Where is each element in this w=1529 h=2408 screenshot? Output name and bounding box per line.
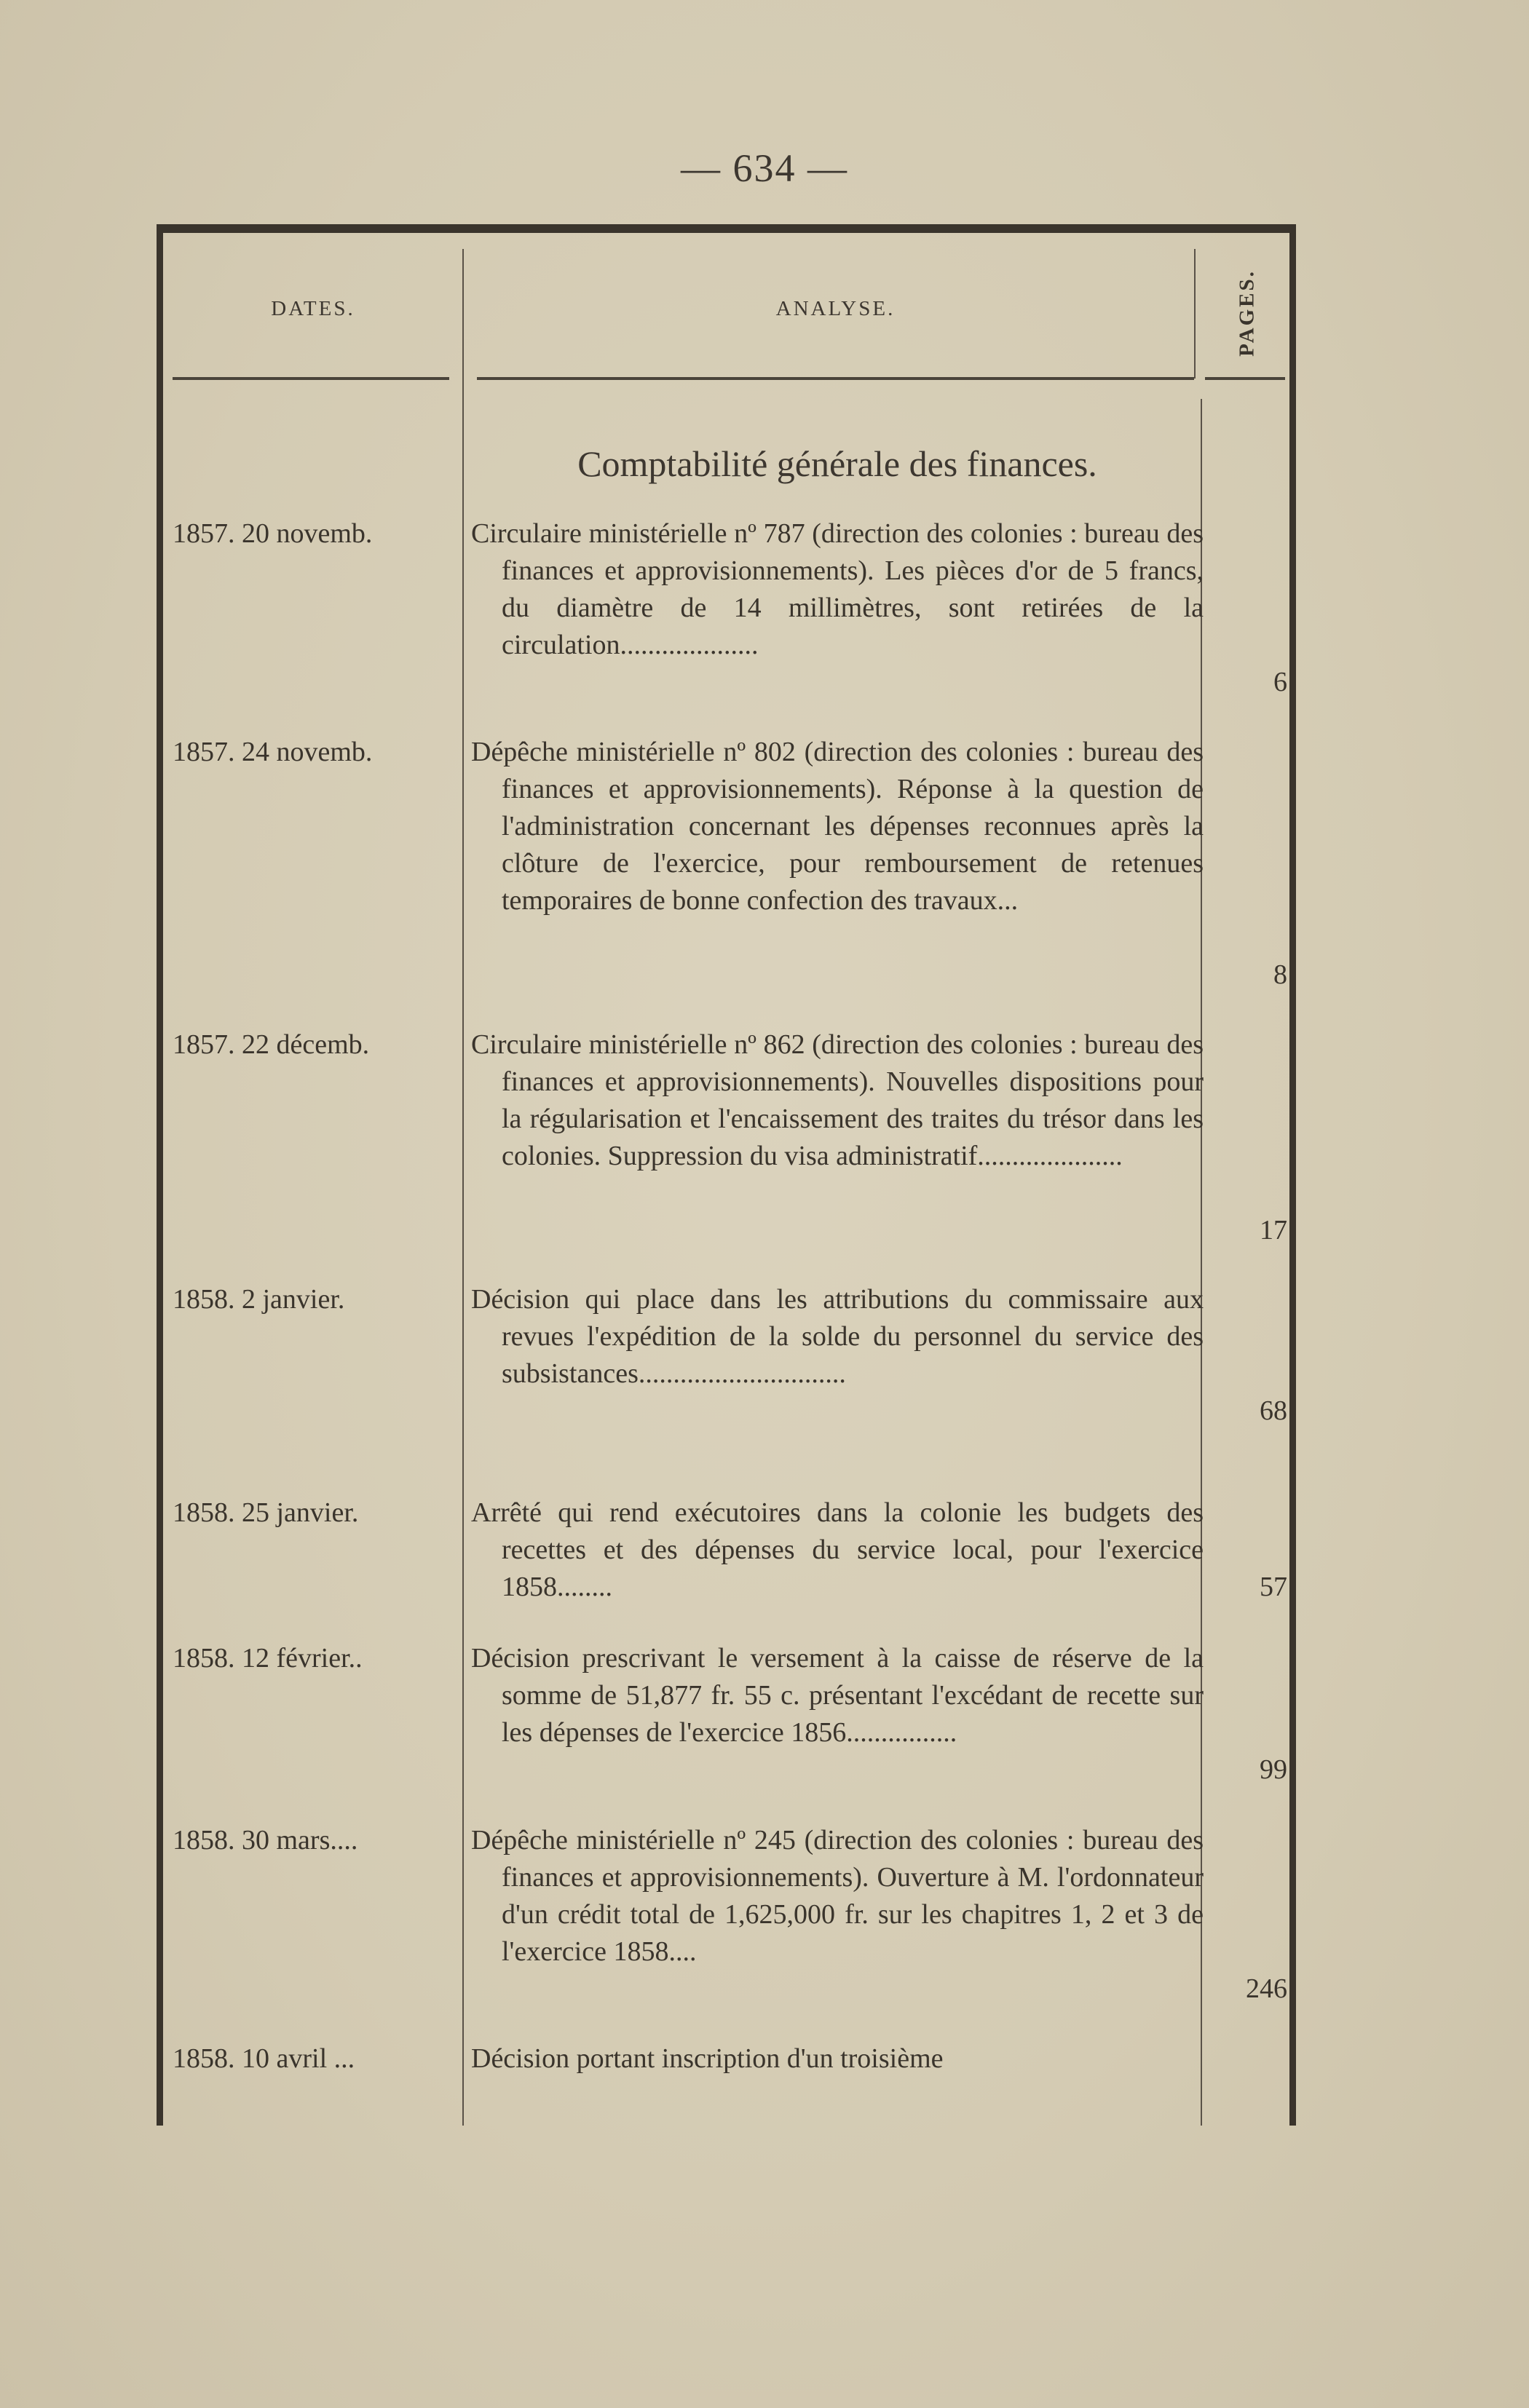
- entry-analyse: Circulaire ministérielle nº 787 (direction des colonies : bureau des finances et approvisionnements). Les pièces d'or de 5 francs, du diamètre de 14 millimètres, sont retirées de la circulation....................: [471, 518, 1204, 660]
- entry-page: 68: [1260, 1395, 1287, 1426]
- header-rule-analyse: [477, 377, 1194, 380]
- page-number: — 634 —: [681, 146, 848, 190]
- entry-date: 1858. 30 mars....: [173, 1825, 358, 1855]
- entry-page: 57: [1260, 1572, 1287, 1602]
- entry-analyse: Décision prescrivant le versement à la caisse de réserve de la somme de 51,877 fr. 55 c. présentant l'excédant de recette sur les dépenses de l'exercice 1856................: [471, 1643, 1204, 1748]
- entry-date: 1857. 24 novemb.: [173, 737, 373, 767]
- entry-analyse: Dépêche ministérielle nº 802 (direction des colonies : bureau des finances et approvisionnements). Réponse à la question de l'administration concernant les dépenses reconnues après la clôture de l'exercice, pour remboursement de retenues temporaires de bonne confection des travaux...: [471, 737, 1204, 916]
- entry-page: 6: [1273, 667, 1287, 697]
- entry-analyse: Arrêté qui rend exécutoires dans la colonie les budgets des recettes et des dépenses du service local, pour l'exercice 1858........: [471, 1497, 1204, 1602]
- entry-date: 1857. 22 décemb.: [173, 1029, 370, 1060]
- header-pages: [1214, 247, 1280, 379]
- entry-page: 246: [1246, 1973, 1287, 2004]
- entry-analyse: Décision qui place dans les attributions du commissaire aux revues l'expédition de la solde du personnel du service des subsistances..............................: [471, 1284, 1204, 1389]
- section-title: Comptabilité générale des finances.: [577, 443, 1097, 484]
- entry-date: 1857. 20 novemb.: [173, 518, 373, 549]
- header-pages-label: PAGES.: [1235, 269, 1259, 357]
- entry-page: 17: [1260, 1215, 1287, 1245]
- header-dates: DATES.: [271, 297, 355, 320]
- entry-date: 1858. 2 janvier.: [173, 1284, 345, 1315]
- header-rule-dates: [173, 377, 449, 380]
- entry-date: 1858. 25 janvier.: [173, 1497, 359, 1528]
- entry-analyse: Décision portant inscription d'un troisième: [471, 2043, 944, 2074]
- entry-date: 1858. 10 avril ...: [173, 2043, 355, 2074]
- column-divider-pages-head: [1194, 249, 1196, 379]
- table-left-rule: [157, 224, 163, 2126]
- table-right-rule: [1289, 224, 1296, 2126]
- entry-page: 8: [1273, 959, 1287, 990]
- entry-analyse: Dépêche ministérielle nº 245 (direction des colonies : bureau des finances et approvisionnements). Ouverture à M. l'ordonnateur d'un crédit total de 1,625,000 fr. sur les chapitres 1, 2 et 3 de l'exercice 1858....: [471, 1825, 1204, 1967]
- table-top-rule: [157, 224, 1296, 233]
- index-table: [157, 224, 1296, 2126]
- entry-page: 99: [1260, 1754, 1287, 1785]
- entry-analyse: Circulaire ministérielle nº 862 (direction des colonies : bureau des finances et approvisionnements). Nouvelles dispositions pour la régularisation et l'encaissement des traites du trésor dans les colonies. Suppression du visa administratif.....................: [471, 1029, 1204, 1171]
- entry-date: 1858. 12 février..: [173, 1643, 363, 1674]
- header-analyse: ANALYSE.: [775, 297, 896, 320]
